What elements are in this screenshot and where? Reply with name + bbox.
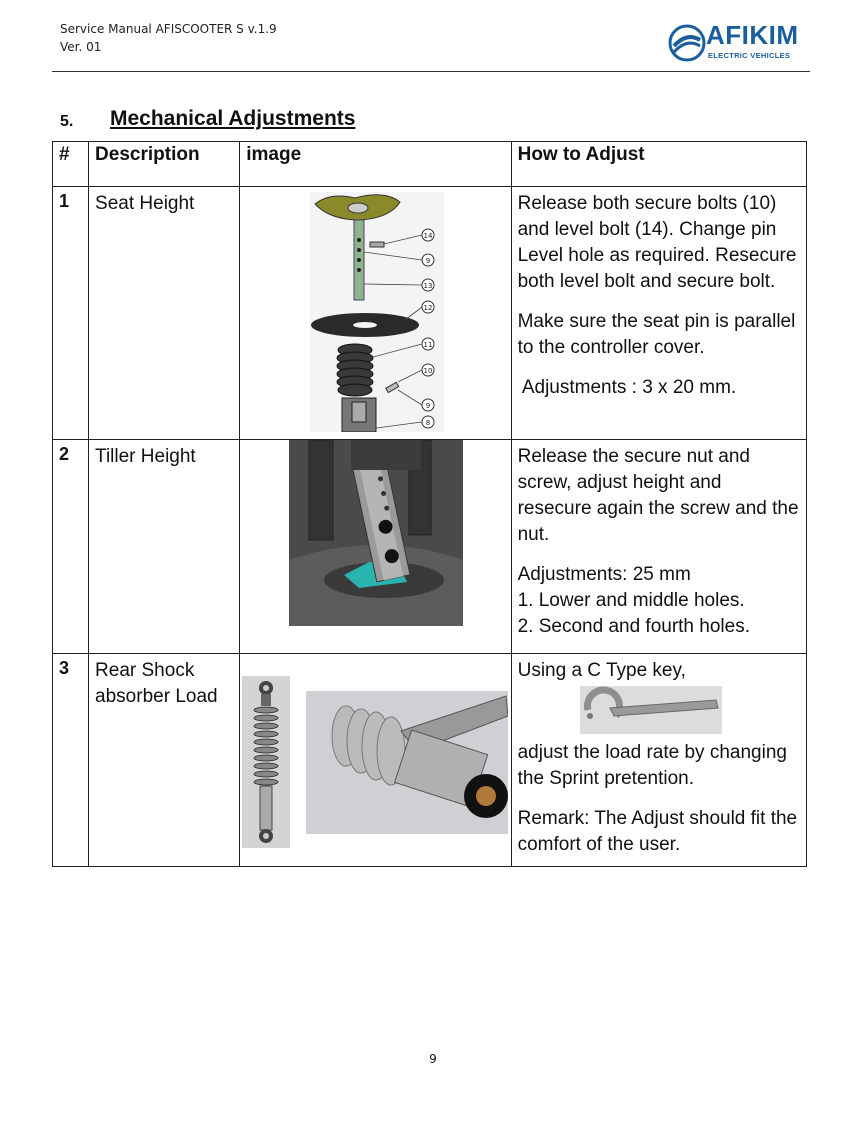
row-how-to-adjust — [511, 187, 806, 440]
instruction-text: Release the secure nut and screw, adjust height and resecure again the screw and the nut. — [517, 446, 799, 545]
instruction-text: Using a C Type key, — [517, 660, 686, 681]
row-description: Rear Shock absorber Load — [89, 654, 240, 867]
table-row — [53, 654, 807, 867]
shock-adjuster-closeup-photo — [306, 691, 508, 834]
page-header — [60, 20, 277, 56]
table-header-row — [53, 142, 807, 187]
table-row — [53, 440, 807, 654]
row-number: 3 — [53, 654, 89, 867]
list-item: 1. Lower and middle holes. — [517, 590, 745, 611]
callout-label: 14 — [423, 232, 433, 240]
tiller-height-render — [289, 440, 463, 626]
table-row — [53, 187, 807, 440]
row-number: 2 — [53, 440, 89, 654]
logo-tagline: ELECTRIC VEHICLES — [708, 51, 791, 60]
callout-label: 10 — [423, 367, 433, 375]
c-type-key-photo — [580, 686, 722, 734]
seat-height-image — [240, 187, 511, 440]
instruction-text: adjust the load rate by changing the Sprint pretention. — [517, 742, 787, 789]
list-item: 2. Second and fourth holes. — [517, 616, 750, 637]
callout-label: 13 — [423, 282, 433, 290]
row-how-to-adjust — [511, 654, 806, 867]
col-header-how-to-adjust: How to Adjust — [511, 142, 806, 187]
adjustment-range: Adjustments: 25 mm — [517, 564, 691, 585]
col-header-image: image — [240, 142, 511, 187]
row-description: Tiller Height — [89, 440, 240, 654]
section-number: 5. — [60, 113, 74, 130]
callout-label: 8 — [426, 419, 431, 427]
instruction-text: Make sure the seat pin is parallel to the controller cover. — [517, 311, 796, 358]
remark-text: Remark: The Adjust should fit the comfort of the user. — [517, 808, 798, 855]
tiller-height-image — [240, 440, 511, 654]
shock-absorber-photo — [242, 676, 290, 848]
row-description: Seat Height — [89, 187, 240, 440]
section-title: Mechanical Adjustments — [110, 107, 356, 130]
instruction-text: Release both secure bolts (10) and level bolt (14). Change pin Level hole as required. Resecure both level bolt and secure bolt. — [517, 193, 797, 292]
callout-label: 9 — [426, 257, 431, 265]
row-how-to-adjust — [511, 440, 806, 654]
callout-label: 12 — [423, 304, 433, 312]
adjustments-table — [52, 141, 807, 867]
header-divider — [52, 71, 810, 72]
row-number: 1 — [53, 187, 89, 440]
document-version: Ver. 01 — [60, 40, 102, 54]
callout-label: 11 — [423, 341, 433, 349]
callout-label: 9 — [426, 402, 431, 410]
page-number: 9 — [429, 1052, 437, 1066]
rear-shock-image — [240, 654, 511, 867]
seat-post-exploded-diagram — [310, 192, 444, 432]
document-title: Service Manual AFISCOOTER S v.1.9 — [60, 22, 277, 36]
col-header-number: # — [53, 142, 89, 187]
logo-name: AFIKIM — [706, 20, 799, 50]
col-header-description: Description — [89, 142, 240, 187]
c-spanner-icon — [580, 686, 722, 734]
adjustment-range: Adjustments : 3 x 20 mm. — [517, 377, 737, 398]
afikim-logo — [668, 22, 808, 64]
afikim-swirl-icon — [668, 24, 706, 62]
